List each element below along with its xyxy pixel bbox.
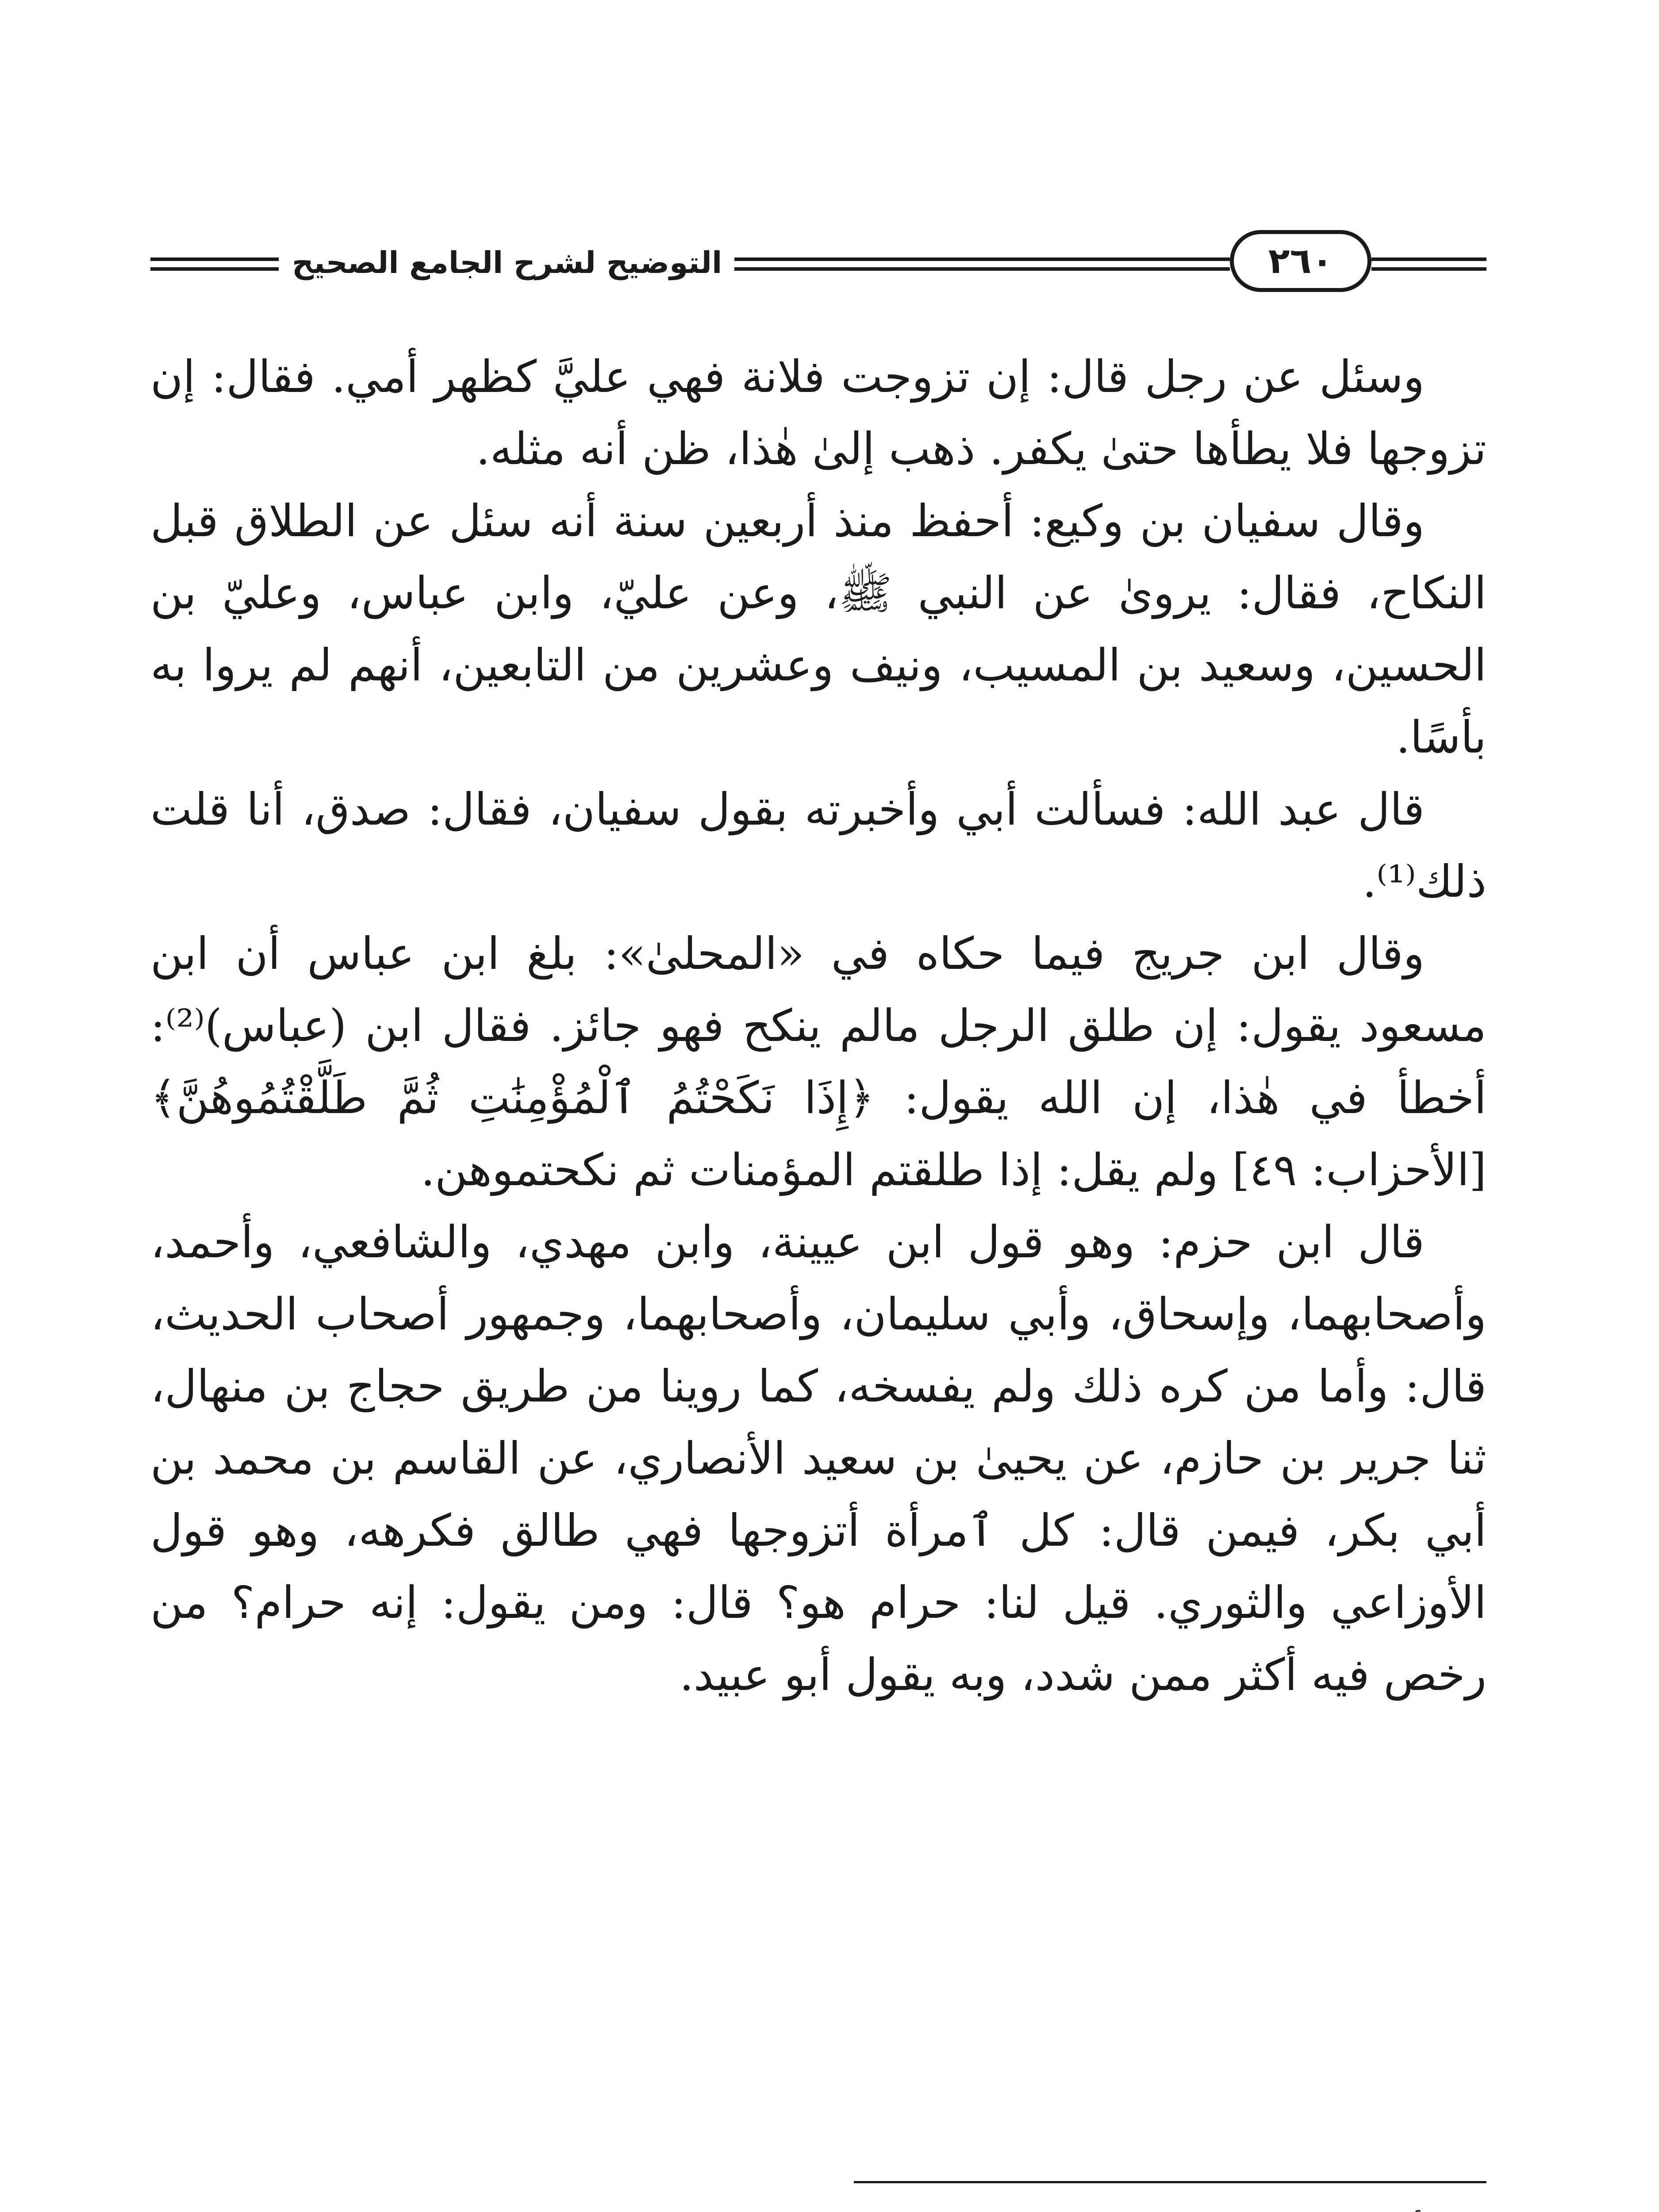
header-rule-middle <box>734 257 1230 271</box>
page-number: ٢٦٠ <box>1230 230 1371 292</box>
footnotes <box>150 2205 1486 2212</box>
book-title: التوضيح لشرح الجامع الصحيح <box>292 246 722 280</box>
paragraph: وقال ابن جريج فيما حكاه في «المحلىٰ»: بلغ ابن عباس أن ابن مسعود يقول: إن طلق الرجل مالم ينكح فهو جائز. فقال ابن (عباس)⁽²⁾: أخطأ في هٰذا، إن الله يقول: ﴿إِذَا نَكَحْتُمُ ٱلْمُؤْمِنَٰتِ ثُمَّ طَلَّقْتُمُوهُنَّ﴾ [الأحزاب: ٤٩] ولم يقل: إذا طلقتم المؤمنات ثم نكحتموهن. <box>150 928 1486 1196</box>
paragraph: قال عبد الله: فسألت أبي وأخبرته بقول سفيان، فقال: صدق، أنا قلت ذلك⁽¹⁾. <box>150 783 1486 907</box>
header-rule-left <box>150 257 279 271</box>
paragraph: قال ابن حزم: وهو قول ابن عيينة، وابن مهدي، والشافعي، وأحمد، وأصحابهما، وإسحاق، وأبي سليمان، وأصحابهما، وجمهور أصحاب الحديث، قال: وأما من كره ذلك ولم يفسخه، كما روينا من طريق حجاج بن منهال، ثنا جرير بن حازم، عن يحيىٰ بن سعيد الأنصاري، عن القاسم بن محمد بن أبي بكر، فيمن قال: كل ٱمرأة أتزوجها فهي طالق فكرهه، وهو قول الأوزاعي والثوري. قيل لنا: حرام هو؟ قال: ومن يقول: إنه حرام؟ من رخص فيه أكثر ممن شدد، وبه يقول أبو عبيد. <box>150 1216 1486 1701</box>
footnote-number <box>1433 2205 1486 2212</box>
main-text <box>150 341 1486 1711</box>
paragraph: وسئل عن رجل قال: إن تزوجت فلانة فهي عليَّ كظهر أمي. فقال: إن تزوجها فلا يطأها حتىٰ يكفر. ذهب إلىٰ هٰذا، ظن أنه مثله. <box>150 351 1486 475</box>
paragraph: وقال سفيان بن وكيع: أحفظ منذ أربعين سنة أنه سئل عن الطلاق قبل النكاح، فقال: يروىٰ عن النبي ﷺ، وعن عليّ، وابن عباس، وعليّ بن الحسين، وسعيد بن المسيب، ونيف وعشرين من التابعين، أنهم لم يروا به بأسًا. <box>150 495 1486 763</box>
header-rule-right <box>1371 257 1486 271</box>
footnote <box>150 2205 1486 2212</box>
page-header <box>150 230 1486 296</box>
footnote-separator <box>854 2181 1486 2183</box>
